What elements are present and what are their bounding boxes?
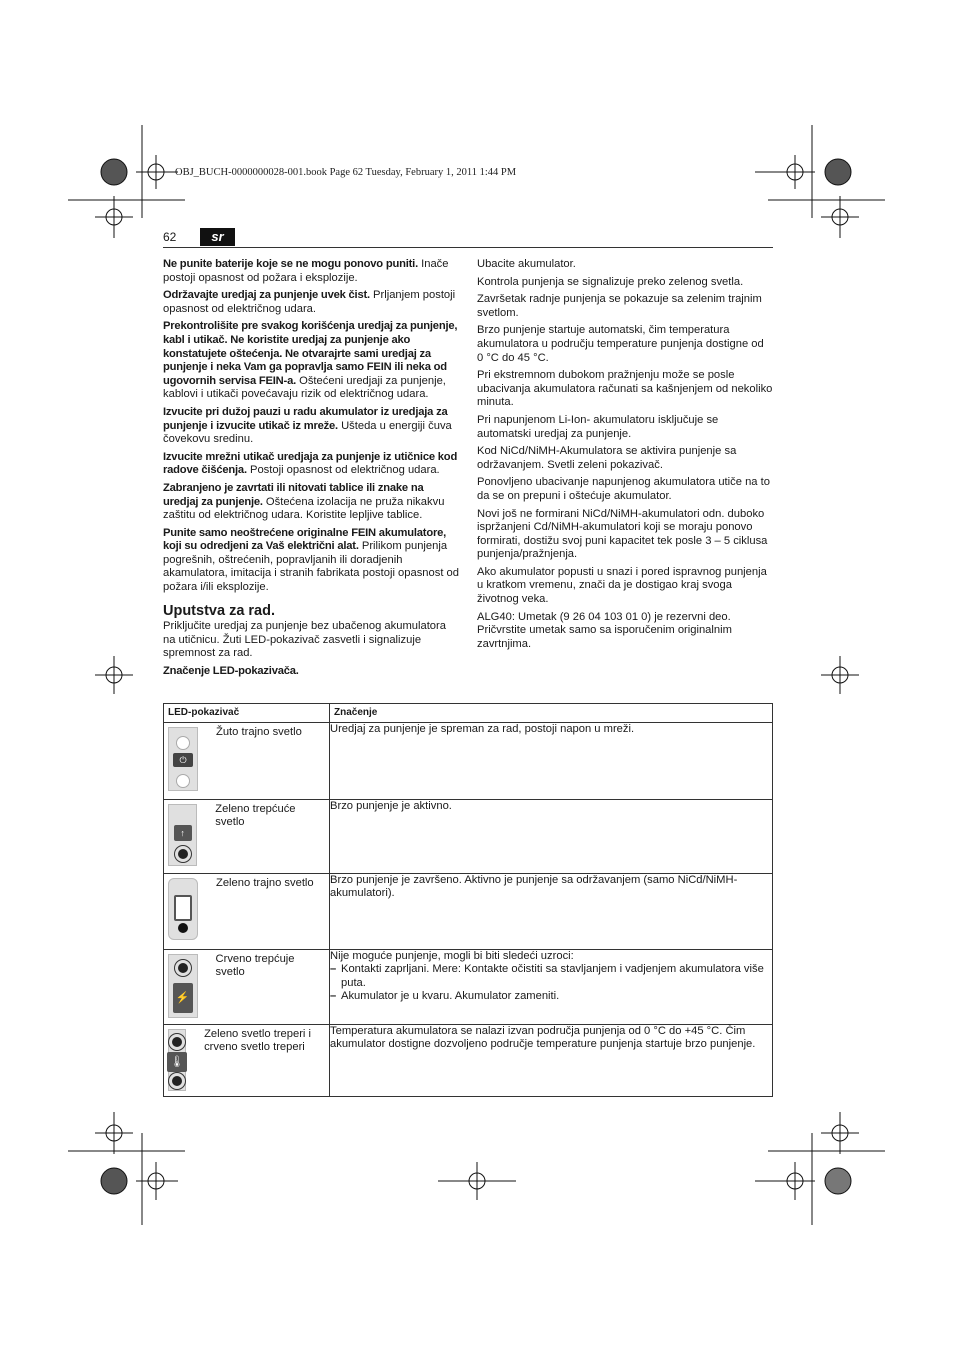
list-item: – Kontakti zaprljani. Mere: Kontakte očistiti sa stavljanjem i vadjenjem akumulatora više puta. — [330, 963, 772, 990]
led-meaning: Brzo punjenje je završeno. Aktivno je punjenje sa održavanjem (samo NiCd/NiMH-akumulatori). — [330, 873, 738, 900]
column-header: Značenje — [330, 704, 773, 723]
led-green-steady-icon — [168, 878, 198, 940]
paragraph: Ponovljeno ubacivanje napunjenog akumulatora utiče na to da se on prepuni i oštećuje akumulator. — [477, 476, 770, 502]
print-line: OBJ_BUCH-0000000028-001.book Page 62 Tuesday, February 1, 2011 1:44 PM — [175, 167, 517, 178]
paragraph: Kod NiCd/NiMH-Akumulatora se aktivira punjenje sa održavanjem. Svetli zeleni pokazivač. — [477, 445, 737, 471]
paragraph: ALG40: Umetak (9 26 04 103 01 0) je rezervni deo. Pričvrstite umetak samo sa isporučenim originalnim zavrtnjima. — [477, 610, 732, 650]
paragraph: Kontrola punjenja se signalizuje preko zelenog svetla. — [477, 275, 744, 288]
paragraph: Ako akumulator popusti u snazi i pored ispravnog punjenja u kratkom vremenu, znači da je dostigao kraj svoga životnog veka. — [477, 565, 767, 606]
led-green-blinking-icon: ↑ — [168, 804, 197, 866]
section-title: Uputstva za rad. — [163, 602, 275, 619]
led-yellow-power-icon: ⏻ — [168, 727, 198, 791]
column-header: LED-pokazivač — [164, 704, 330, 723]
paragraph: Pri napunjenom Li-Ion- akumulatoru isključuje se automatski uredjaj za punjenje. — [477, 413, 719, 440]
led-table — [163, 703, 773, 1097]
paragraph: Ubacite akumulator. — [477, 258, 576, 270]
list-item: – Akumulator je u kvaru. Akumulator zameniti. — [330, 990, 772, 1004]
led-label: Crveno trepćuje svetlo — [215, 952, 295, 979]
paragraph: Završetak radnje punjenja se pokazuje sa zelenim trajnim svetlom. — [477, 293, 762, 319]
led-label: Zeleno svetlo treperi i crveno svetlo treperi — [204, 1027, 312, 1054]
led-meaning: Temperatura akumulatora se nalazi izvan područja punjenja od 0 °C do +45 °C. Čim akumulator dostigne dozvoljeno područje temperature punjenja startuje brzo punjenje. — [330, 1024, 756, 1051]
paragraph: Održavajte uredjaj za punjenje uvek čist. Prljanjem postoji opasnost od električnog udara. — [163, 289, 456, 315]
led-label: Zeleno trepćuće svetlo — [215, 802, 296, 829]
left-column — [163, 258, 459, 679]
led-meaning: Brzo punjenje je aktivno. — [330, 799, 452, 812]
cause-list — [330, 963, 772, 1004]
led-green-red-blinking-icon: 🌡 — [168, 1029, 186, 1091]
table-row — [164, 1024, 773, 1096]
led-label: Zeleno trajno svetlo — [216, 876, 314, 889]
led-red-blinking-icon: ⚡ — [168, 954, 198, 1018]
paragraph: Zabranjeno je zavrtati ili nitovati tablice ili znake na uredjaj za punjenje. Oštećena izolacija ne pruža nikakvu zaštitu od električnog udara. Koristite lepljive tablice. — [163, 481, 445, 522]
paragraph: Pri ekstremnom dubokom pražnjenju može se posle ubacivanja akumulatora računati sa kašnjenjem od nekoliko minuta. — [477, 369, 773, 409]
table-row — [164, 799, 773, 873]
right-column — [477, 258, 773, 655]
table-row — [164, 873, 773, 949]
header-rule — [163, 247, 773, 248]
table-row — [164, 949, 773, 1024]
paragraph: Ne punite baterije koje se ne mogu ponovo puniti. Inače postoji opasnost od požara i eksplozije. — [163, 258, 449, 284]
paragraph: Izvucite pri dužoj pauzi u radu akumulator iz uredjaja za punjenje i izvucite utikač iz mreže. Ušteda u energiji čuva čovekovu sredinu. — [163, 405, 452, 446]
language-badge: sr — [200, 228, 235, 246]
paragraph: Izvucite mrežni utikač uredjaja za punjenje iz utičnice kod radove čišćenja. Postoji opasnost od električnog udara. — [163, 450, 458, 477]
page-number: 62 — [163, 230, 177, 244]
led-label: Žuto trajno svetlo — [216, 725, 302, 738]
table-header-row — [164, 704, 773, 723]
paragraph: Prekontrolišite pre svakog korišćenja uredjaj za punjenje, kabl i utikač. Ne koristite uredjaj za punjenje ako konstatujete oštećenja. Ne otvarajrte sami uredjaj za punjenje i neka Vam ga popravlja samo FEIN ili neka od ugovornih servisa FEIN-a. Oštećeni uredjaji za punjenje, kablovi i utikači povećavaju rizik od električnog udara. — [163, 320, 458, 401]
paragraph: Punite samo neoštrećene originalne FEIN akumulatore, koji su odredjeni za Vaš električni alat. Prilikom punjenja pogrešnih, oštrećenih, popravljanih ili doradjenih akamulatora, imitacija i stranih fabrikata postoji opasnost od požara i/ili eksplozije. — [163, 526, 459, 594]
section-intro: Priključite uredjaj za punjenje bez ubačenog akumulatora na utičnicu. Žuti LED-pokazivač zasvetli i signalizuje spremnost za rad. — [163, 620, 446, 660]
section-subtitle: Značenje LED-pokazivača. — [163, 665, 299, 678]
paragraph: Brzo punjenje startuje automatski, čim temperatura akumulatora u području temperature punjenja dostigne od 0 °C do 45 °C. — [477, 324, 764, 364]
paragraph: Novi još ne formirani NiCd/NiMH-akumulatori odn. duboko ispržanjeni Cd/NiMH-akumulatori koji se moraju ponovo formirati, dostižu svoj puni kapacitet tek posle 3 – 5 ciklusa punjenja/pražnjenja. — [477, 507, 768, 561]
table-row — [164, 722, 773, 799]
led-meaning: Uredjaj za punjenje je spreman za rad, postoji napon u mreži. — [330, 722, 635, 735]
led-meaning: Nije moguće punjenje, mogli bi biti sledeći uzroci: — [330, 949, 574, 962]
